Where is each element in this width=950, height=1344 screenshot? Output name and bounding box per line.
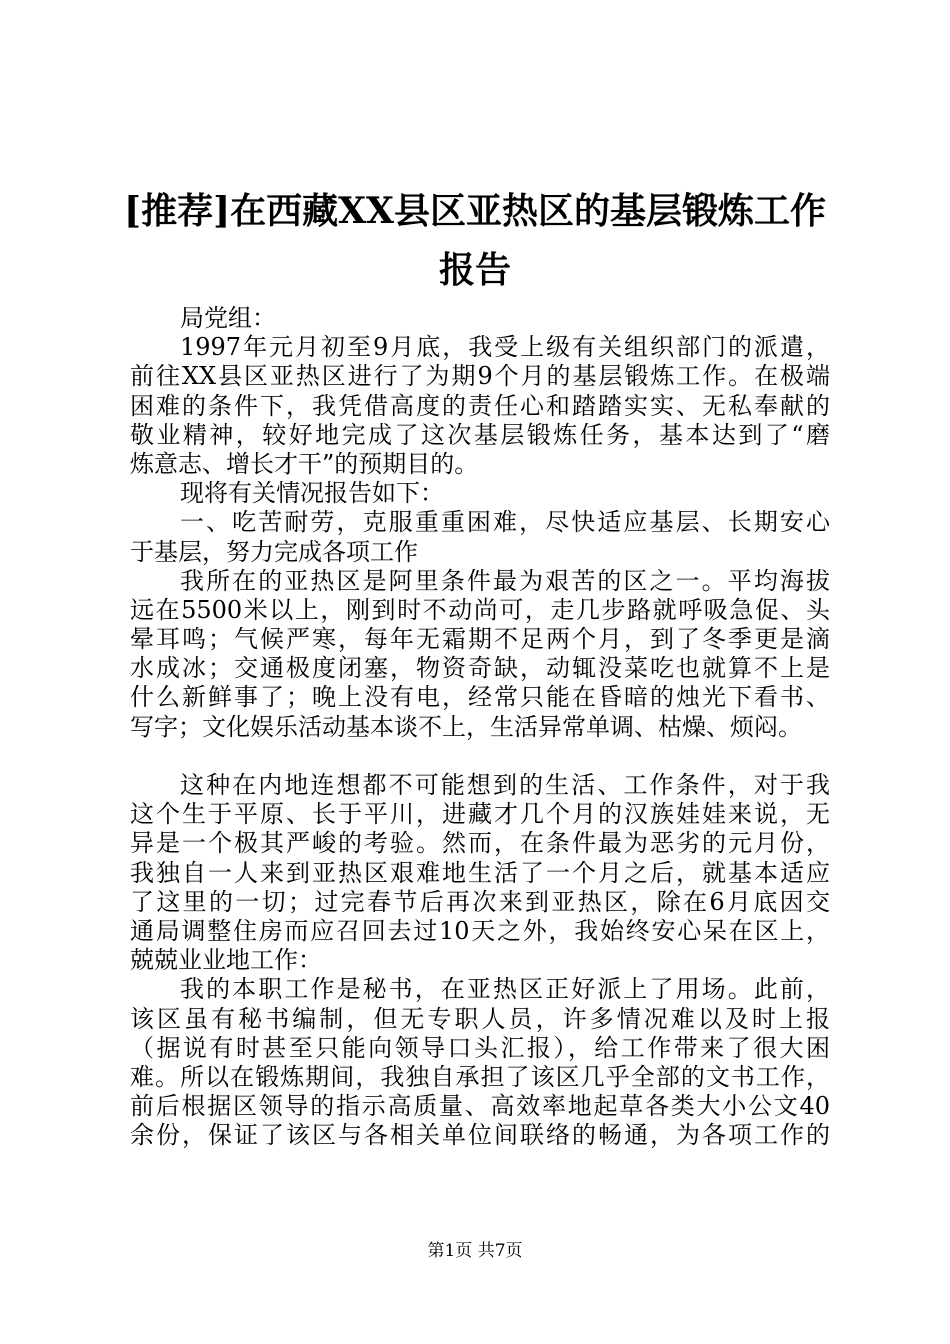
- paragraph-line: 这种在内地连想都不可能想到的生活、工作条件，对于我: [180, 771, 830, 799]
- paragraph-line: 远在5500米以上，刚到时不动尚可，走几步路就呼吸急促、头: [130, 595, 830, 624]
- document-body: [130, 304, 830, 1150]
- paragraph-line: 前后根据区领导的指示高质量、高效率地起草各类大小公文40: [130, 1092, 830, 1121]
- paragraph-line: 我的本职工作是秘书，在亚热区正好派上了用场。此前，: [180, 975, 830, 1004]
- paragraph-line: 写字；文化娱乐活动基本谈不上，生活异常单调、枯燥、烦闷。: [130, 712, 802, 741]
- paragraph-line: 该区虽有秘书编制，但无专职人员，许多情况难以及时上报: [130, 1004, 830, 1033]
- salutation: 局党组：: [180, 304, 276, 332]
- paragraph-line: 晕耳鸣；气候严寒，每年无霜期不足两个月，到了冬季更是滴: [130, 625, 830, 654]
- paragraph-line: 我所在的亚热区是阿里条件最为艰苦的区之一。平均海拔: [180, 566, 830, 595]
- document-title-line-1: [推荐]在西藏XX县区亚热区的基层锻炼工作: [124, 190, 826, 232]
- paragraph-line: （据说有时甚至只能向领导口头汇报），给工作带来了很大困: [130, 1033, 830, 1062]
- paragraph-line: 通局调整住房而应召回去过10天之外，我始终安心呆在区上，: [130, 916, 830, 945]
- paragraph-line: 了这里的一切；过完春节后再次来到亚热区，除在6月底因交: [130, 887, 830, 916]
- paragraph-line: 什么新鲜事了；晚上没有电，经常只能在昏暗的烛光下看书、: [130, 683, 830, 712]
- paragraph-line: 余份，保证了该区与各相关单位间联络的畅通，为各项工作的: [130, 1121, 830, 1150]
- page-number-footer: 第1页 共7页: [427, 1241, 523, 1261]
- paragraph-line: 这个生于平原、长于平川，进藏才几个月的汉族娃娃来说，无: [130, 800, 830, 829]
- paragraph-line: 水成冰；交通极度闭塞，物资奇缺，动辄没菜吃也就算不上是: [130, 654, 830, 683]
- paragraph-line: 异是一个极其严峻的考验。然而，在条件最为恶劣的元月份，: [130, 829, 830, 858]
- paragraph-line: 我独自一人来到亚热区艰难地生活了一个月之后，就基本适应: [130, 858, 830, 887]
- blank-line: [130, 742, 830, 771]
- section-heading-line: 于基层，努力完成各项工作: [130, 537, 418, 566]
- paragraph-line: 1997年元月初至9月底，我受上级有关组织部门的派遣，: [180, 333, 830, 362]
- paragraph-line: 难。所以在锻炼期间，我独自承担了该区几乎全部的文书工作，: [130, 1062, 830, 1091]
- document-title-line-2: 报告: [438, 249, 511, 291]
- paragraph-line: 炼意志、增长才干”的预期目的。: [130, 449, 479, 478]
- section-heading-line: 一、吃苦耐劳，克服重重困难，尽快适应基层、长期安心: [180, 508, 830, 537]
- paragraph-line: 前往XX县区亚热区进行了为期9个月的基层锻炼工作。在极端: [130, 362, 830, 391]
- paragraph-line: 敬业精神，较好地完成了这次基层锻炼任务，基本达到了“磨: [130, 420, 830, 449]
- paragraph-line: 困难的条件下，我凭借高度的责任心和踏踏实实、无私奉献的: [130, 391, 830, 420]
- paragraph-line: 兢兢业业地工作：: [130, 946, 322, 975]
- paragraph-line: 现将有关情况报告如下：: [180, 479, 444, 508]
